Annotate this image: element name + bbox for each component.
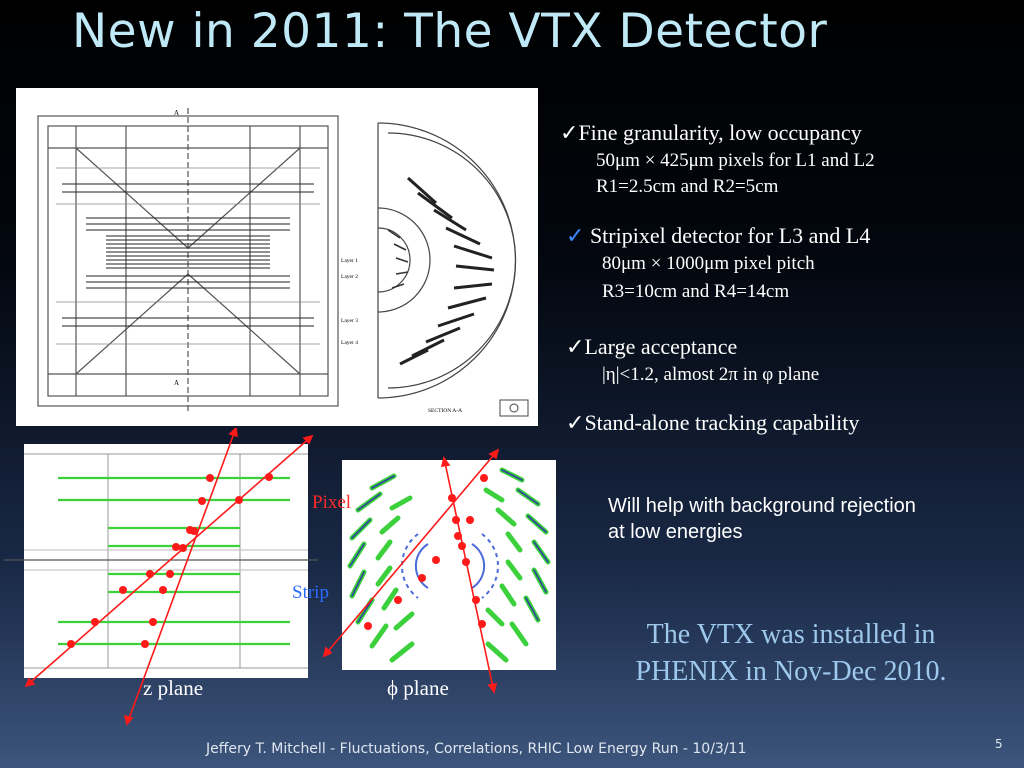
installed-statement: The VTX was installed in PHENIX in Nov-Dec 2010. [635, 619, 947, 687]
svg-text:Layer 4: Layer 4 [341, 340, 358, 346]
page-number: 5 [995, 737, 1003, 751]
svg-text:Layer 2: Layer 2 [341, 274, 358, 280]
bullet-stripixel: ✓ Stripixel detector for L3 and L4 80μm × 1000μm pixel pitch R3=10cm and R4=14cm [566, 223, 871, 302]
svg-text:SECTION A-A: SECTION A-A [428, 408, 463, 414]
check-icon: ✓ [566, 223, 585, 248]
phi-plane-label: ϕ plane [387, 676, 449, 700]
bullet-granularity: ✓Fine granularity, low occupancy 50μm × 425μm pixels for L1 and L2 R1=2.5cm and R2=5cm [560, 120, 875, 197]
bullet-tracking: ✓Stand-alone tracking capability [566, 410, 860, 435]
z-plane-label: z plane [143, 676, 204, 700]
phi-plane-diagram [322, 448, 562, 698]
svg-text:Layer 3: Layer 3 [341, 318, 358, 324]
bullet-acceptance: ✓Large acceptance |η|<1.2, almost 2π in φ plane [566, 334, 820, 385]
svg-text:A: A [174, 109, 180, 117]
strip-label: Strip [292, 582, 329, 603]
check-icon: ✓ [560, 120, 579, 145]
check-icon: ✓ [566, 410, 585, 435]
vtx-engineering-drawing [16, 88, 538, 426]
background-note: Will help with background rejection at low energies [608, 495, 916, 543]
pixel-label: Pixel [312, 492, 352, 513]
svg-text:A: A [174, 379, 180, 387]
slide-title: New in 2011: The VTX Detector [72, 4, 828, 59]
svg-text:Layer 1: Layer 1 [341, 258, 358, 264]
check-icon: ✓ [566, 334, 585, 359]
slide-footer: Jeffery T. Mitchell - Fluctuations, Correlations, RHIC Low Energy Run - 10/3/11 [206, 741, 747, 757]
